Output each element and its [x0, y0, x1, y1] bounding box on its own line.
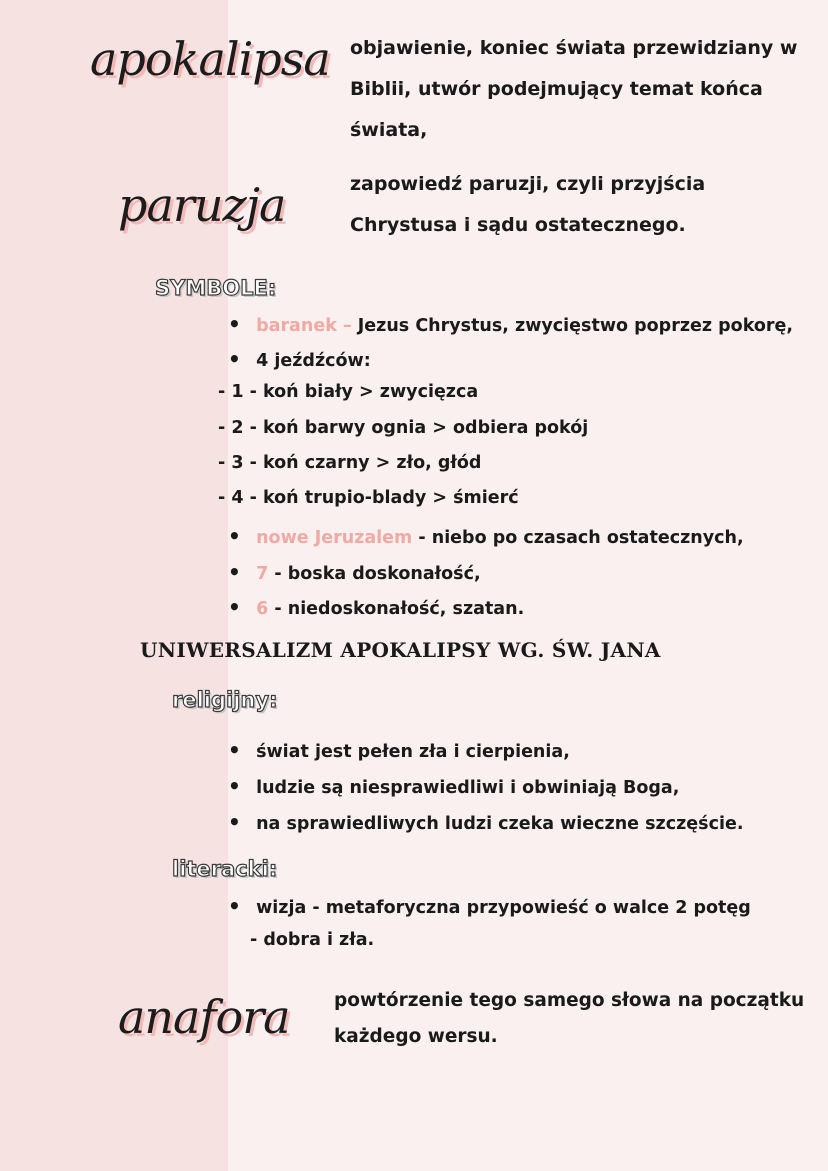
symbol-text: - niebo po czasach ostatecznych,	[412, 528, 744, 548]
horse-2: - 2 - koń barwy ognia > odbiera pokój	[218, 418, 589, 438]
symbol-text: - niedoskonałość, szatan.	[268, 599, 525, 619]
definition-line: Chrystusa i sądu ostatecznego.	[350, 214, 686, 236]
term-paruzja: paruzja	[118, 178, 286, 232]
symbol-jeruzalem	[228, 524, 744, 548]
symbol-text: Jezus Chrystus, zwycięstwo poprzez pokorę,	[351, 316, 794, 336]
symbol-text: - boska doskonałość,	[268, 564, 481, 584]
symbol-jezdzcy	[228, 347, 371, 371]
literacki-item	[228, 894, 751, 918]
symbol-key: nowe Jeruzalem	[256, 528, 413, 548]
symbol-seven	[228, 560, 481, 584]
symbol-text: 4 jeźdźców:	[256, 351, 371, 371]
definition-apokalipsa	[350, 28, 797, 151]
horse-3: - 3 - koń czarny > zło, głód	[218, 453, 482, 473]
literacki-heading: literacki:	[172, 857, 278, 881]
item-text: świat jest pełen zła i cierpienia,	[256, 742, 570, 762]
item-text: wizja - metaforyczna przypowieść o walce 2 potęg	[256, 898, 751, 918]
literacki-item-continuation: - dobra i zła.	[250, 930, 375, 950]
item-text: ludzie są niesprawiedliwi i obwiniają Boga,	[256, 778, 680, 798]
term-apokalipsa: apokalipsa	[90, 32, 330, 86]
symbol-six	[228, 595, 524, 619]
definition-line: powtórzenie tego samego słowa na początku	[334, 990, 805, 1011]
definition-line: objawienie, koniec świata przewidziany w	[350, 37, 798, 59]
religijny-item	[228, 810, 743, 834]
definition-anafora	[334, 983, 804, 1055]
item-text: na sprawiedliwych ludzi czeka wieczne szczęście.	[256, 814, 744, 834]
term-anafora: anafora	[118, 990, 290, 1044]
religijny-item	[228, 774, 679, 798]
definition-line: każdego wersu.	[334, 1026, 498, 1047]
symbol-key: 6	[256, 599, 269, 619]
definition-line: świata,	[350, 119, 428, 141]
symbol-key: baranek –	[256, 316, 352, 336]
symbol-key: 7	[256, 564, 269, 584]
definition-line: zapowiedź paruzji, czyli przyjścia	[350, 173, 706, 195]
religijny-heading: religijny:	[172, 688, 278, 712]
horse-4: - 4 - koń trupio-blady > śmierć	[218, 488, 519, 508]
definition-paruzja	[350, 164, 705, 246]
definition-line: Biblii, utwór podejmujący temat końca	[350, 78, 763, 100]
symbol-baranek	[228, 312, 793, 336]
horse-1: - 1 - koń biały > zwycięzca	[218, 382, 479, 402]
religijny-item	[228, 738, 570, 762]
universalism-title: UNIWERSALIZM APOKALIPSY WG. ŚW. JANA	[140, 638, 661, 662]
symbols-heading: SYMBOLE:	[155, 276, 277, 300]
